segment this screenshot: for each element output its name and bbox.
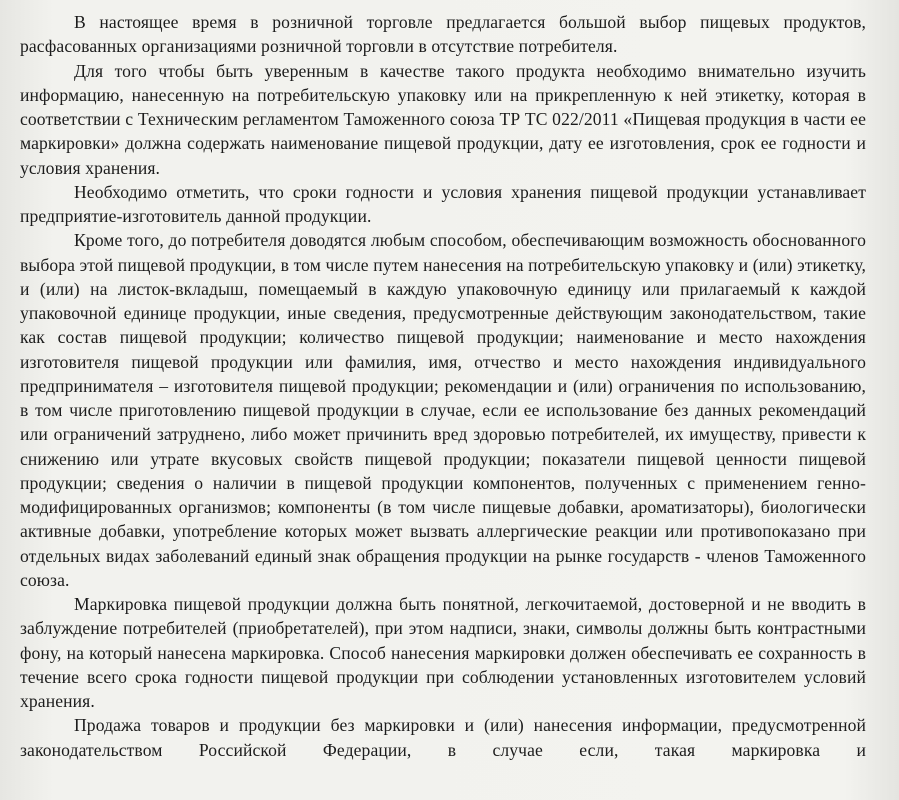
- paragraph-additional-info: Кроме того, до потребителя доводятся любым способом, обеспечивающим возможность обоснованного выбора этой пищевой продукции, в том числе путем нанесения на потребительскую упаковку и (или) этикетку, и (или) на листок-вкладыш, помещаемый в каждую упаковочную единицу или прилагаемый к каждой упаковочной единице продукции, иные сведения, предусмотренные действующим законодательством, такие как состав пищевой продукции; количество пищевой продукции; наименование и место нахождения изготовителя пищевой продукции или фамилия, имя, отчество и место нахождения индивидуального предпринимателя – изготовителя пищевой продукции; рекомендации и (или) ограничения по использованию, в том числе приготовлению пищевой продукции в случае, если ее использование без данных рекомендаций или ограничений затруднено, либо может причинить вред здоровью потребителей, их имуществу, привести к снижению или утрате вкусовых свойств пищевой продукции; показатели пищевой ценности пищевой продукции; сведения о наличии в пищевой продукции компонентов, полученных с применением генно-модифицированных организмов; компоненты (в том числе пищевые добавки, ароматизаторы), биологически активные добавки, употребление которых может вызвать аллергические реакции или противопоказано при отдельных видах заболеваний единый знак обращения продукции на рынке государств - членов Таможенного союза.: [20, 230, 866, 590]
- paragraph-marking-quality: Маркировка пищевой продукции должна быть понятной, легкочитаемой, достоверной и не вводить в заблуждение потребителей (приобретателей), при этом надписи, знаки, символы должны быть контрастными фону, на который нанесена маркировка. Способ нанесения маркировки должен обеспечивать ее сохранность в течение всего срока годности пищевой продукции при соблюдении установленных изготовителем условий хранения.: [20, 594, 866, 711]
- paragraph-sale-without-marking: Продажа товаров и продукции без маркировки и (или) нанесения информации, предусмотренной законодательством Российской Федерации, в случае если, такая маркировка и: [20, 715, 866, 760]
- document-body: [20, 10, 866, 762]
- paragraph-retail-intro: В настоящее время в розничной торговле предлагается большой выбор пищевых продуктов, расфасованных организациями розничной торговли в отсутствие потребителя.: [20, 12, 866, 57]
- paragraph-shelf-life: Необходимо отметить, что сроки годности и условия хранения пищевой продукции устанавливает предприятие-изготовитель данной продукции.: [20, 181, 866, 226]
- paragraph-label-requirements: Для того чтобы быть уверенным в качестве такого продукта необходимо внимательно изучить информацию, нанесенную на потребительскую упаковку или на прикрепленную к ней этикетку, которая в соответствии с Техническим регламентом Таможенного союза ТР ТС 022/2011 «Пищевая продукция в части ее маркировки» должна содержать наименование пищевой продукции, дату ее изготовления, срок ее годности и условия хранения.: [20, 60, 866, 178]
